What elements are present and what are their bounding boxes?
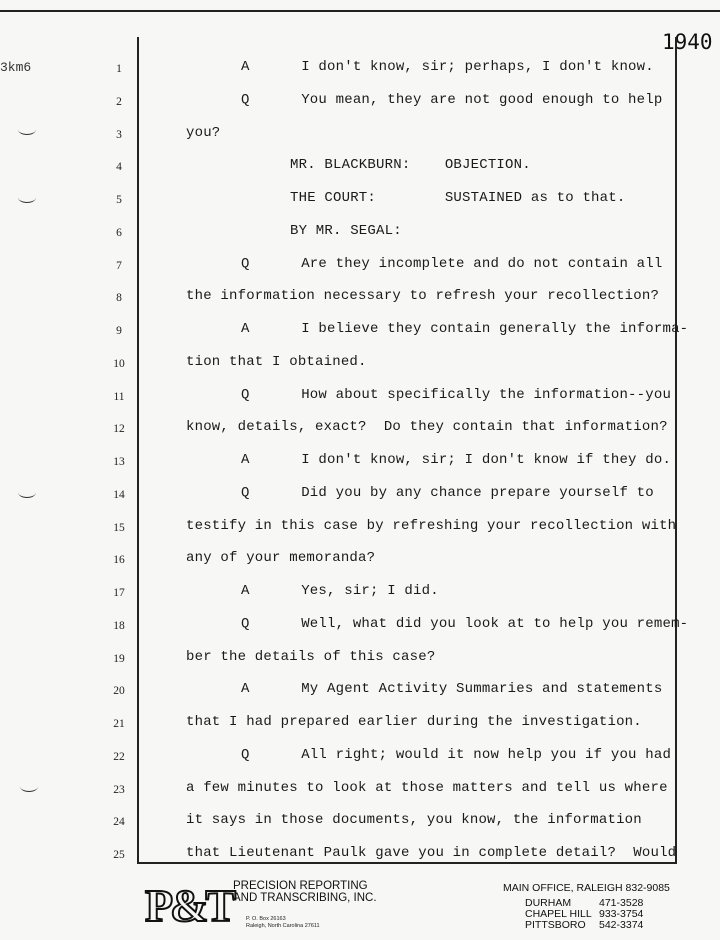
transcript-line: A Yes, sir; I did.	[241, 583, 439, 599]
transcript-line: a few minutes to look at those matters and tell us where	[186, 779, 668, 796]
transcript-line: Q Did you by any chance prepare yourself to	[241, 484, 654, 501]
transcript-line: A I don't know, sir; I don't know if they do.	[241, 452, 672, 468]
line-number: 10	[113, 357, 125, 370]
transcript-line: A I don't know, sir; perhaps, I don't know.	[241, 59, 654, 75]
office-phone-list	[525, 898, 675, 931]
line-number: 15	[113, 521, 125, 534]
company-address: P. O. Box 26163 Raleigh, North Carolina 27611	[246, 916, 320, 929]
line-number: 3	[116, 128, 122, 141]
margin-mark	[18, 487, 36, 498]
line-number: 17	[113, 587, 125, 599]
office-row: PITTSBORO 542-3374	[525, 919, 644, 931]
line-number: 5	[116, 194, 122, 206]
line-number: 8	[116, 292, 122, 305]
line-number: 23	[113, 783, 125, 796]
line-number: 9	[116, 325, 122, 337]
transcript-line: Q Are they incomplete and do not contain all	[241, 255, 663, 272]
transcript-line: any of your memoranda?	[186, 550, 376, 567]
transcript-line: THE COURT: SUSTAINED as to that.	[290, 190, 626, 206]
margin-mark	[20, 781, 38, 792]
transcript-line: MR. BLACKBURN: OBJECTION.	[290, 157, 531, 174]
transcript-line: Q You mean, they are not good enough to help	[241, 91, 663, 108]
line-number: 25	[113, 849, 125, 861]
line-number: 24	[113, 816, 125, 829]
company-name: PRECISION REPORTING AND TRANSCRIBING, INC.	[233, 880, 377, 904]
office-row: DURHAM 471-3528	[525, 897, 644, 909]
page-number: 1940	[662, 30, 713, 54]
transcript-line: Q Well, what did you look at to help you remem-	[241, 615, 689, 632]
reporter-footer	[0, 870, 720, 940]
transcript-line: know, details, exact? Do they contain that information?	[186, 419, 668, 436]
transcript-line: ber the details of this case?	[186, 648, 436, 665]
transcript-line: it says in those documents, you know, the information	[186, 812, 642, 829]
transcript-line: testify in this case by refreshing your recollection with	[186, 517, 677, 534]
line-number: 2	[116, 95, 122, 108]
line-number: 21	[113, 718, 125, 730]
line-number: 4	[116, 161, 122, 174]
transcript-line: that I had prepared earlier during the investigation.	[186, 714, 642, 730]
margin-mark	[18, 192, 36, 203]
line-number: 1	[116, 63, 122, 75]
transcript-line: BY MR. SEGAL:	[290, 222, 402, 239]
line-number: 19	[113, 652, 125, 665]
transcript-line: the information necessary to refresh your recollection?	[186, 288, 660, 305]
line-number: 14	[113, 488, 125, 501]
transcript-line: that Lieutenant Paulk gave you in complete detail? Would	[186, 845, 677, 861]
line-number: 12	[113, 423, 125, 436]
margin-tag: 3km6	[0, 60, 32, 75]
line-number: 16	[113, 554, 125, 567]
transcript-line: tion that I obtained.	[186, 353, 367, 370]
transcript-line: you?	[186, 124, 221, 141]
line-number: 13	[113, 456, 125, 468]
line-number: 6	[116, 226, 122, 239]
transcript-line: A My Agent Activity Summaries and statements	[241, 681, 663, 698]
top-rule	[0, 10, 720, 12]
line-number: 22	[113, 750, 125, 763]
transcript-line: Q How about specifically the information--you	[241, 386, 672, 403]
line-number: 11	[113, 390, 125, 403]
transcript-line: A I believe they contain generally the informa-	[241, 321, 689, 337]
main-office: MAIN OFFICE, RALEIGH 832-9085	[503, 882, 670, 894]
transcript-line: Q All right; would it now help you if you had	[241, 746, 672, 763]
line-number: 18	[113, 619, 125, 632]
reporter-logo: P&T	[145, 880, 234, 931]
office-row: CHAPEL HILL 933-3754	[525, 908, 644, 920]
line-number: 7	[116, 259, 122, 272]
margin-mark	[18, 124, 36, 135]
line-number: 20	[113, 685, 125, 698]
